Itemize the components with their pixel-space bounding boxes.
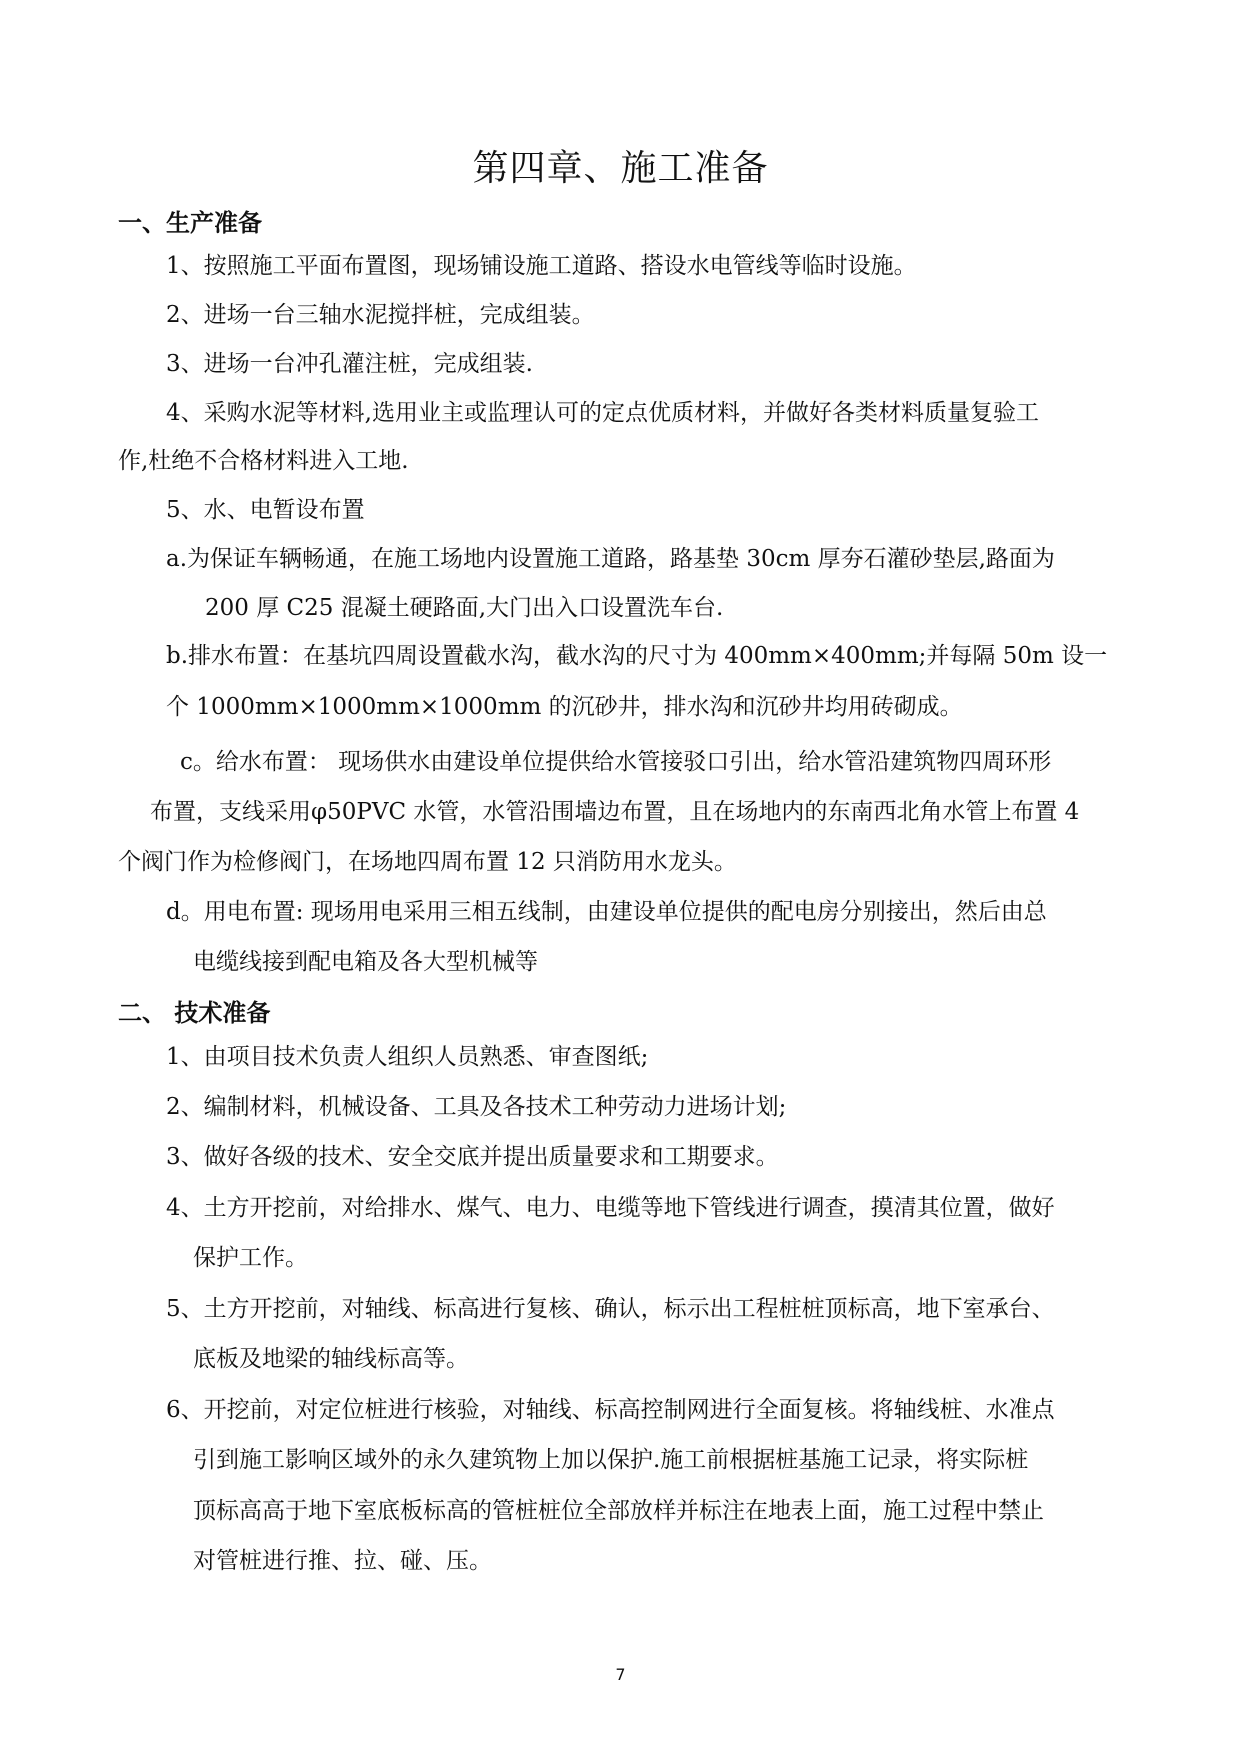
paragraph-line: 保护工作。 — [193, 1245, 308, 1271]
paragraph-line: 4、土方开挖前，对给排水、煤气、电力、电缆等地下管线进行调查，摸清其位置，做好 — [166, 1195, 1055, 1221]
paragraph-line: 个 1000mm×1000mm×1000mm 的沉砂井，排水沟和沉砂井均用砖砌成。 — [166, 694, 963, 720]
paragraph-line: 6、开挖前，对定位桩进行核验，对轴线、标高控制网进行全面复核。将轴线桩、水准点 — [166, 1397, 1055, 1423]
paragraph-line: 电缆线接到配电箱及各大型机械等 — [193, 949, 538, 975]
paragraph-line: 3、做好各级的技术、安全交底并提出质量要求和工期要求。 — [166, 1144, 779, 1170]
paragraph-line: 底板及地梁的轴线标高等。 — [193, 1346, 469, 1372]
page-number: 7 — [615, 1665, 626, 1684]
paragraph-line: 2、编制材料，机械设备、工具及各技术工种劳动力进场计划; — [166, 1094, 787, 1120]
section-heading-production: 一、生产准备 — [118, 209, 262, 237]
paragraph-line: c。给水布置： 现场供水由建设单位提供给水管接驳口引出，给水管沿建筑物四周环形 — [180, 749, 1052, 775]
paragraph-line: 对管桩进行推、拉、碰、压。 — [193, 1548, 492, 1574]
paragraph-line: 5、土方开挖前，对轴线、标高进行复核、确认，标示出工程桩桩顶标高，地下室承台、 — [166, 1296, 1055, 1322]
section-heading-technical: 二、 技术准备 — [118, 999, 271, 1027]
paragraph-line: 5、水、电暂设布置 — [166, 497, 365, 523]
paragraph-line: d。用电布置: 现场用电采用三相五线制，由建设单位提供的配电房分别接出，然后由总 — [166, 899, 1047, 925]
chapter-title: 第四章、施工准备 — [472, 148, 769, 189]
paragraph-line: 引到施工影响区域外的永久建筑物上加以保护.施工前根据桩基施工记录，将实际桩 — [193, 1447, 1029, 1473]
paragraph-line: 顶标高高于地下室底板标高的管桩桩位全部放样并标注在地表上面，施工过程中禁止 — [193, 1498, 1044, 1524]
paragraph-line: 3、进场一台冲孔灌注桩，完成组装. — [166, 351, 533, 377]
paragraph-line: 作,杜绝不合格材料进入工地. — [118, 448, 409, 474]
paragraph-line: 1、由项目技术负责人组织人员熟悉、审查图纸; — [166, 1044, 649, 1070]
paragraph-line: b.排水布置：在基坑四周设置截水沟，截水沟的尺寸为 400mm×400mm;并每隔 50m 设一 — [166, 643, 1108, 669]
paragraph-line: 2、进场一台三轴水泥搅拌桩，完成组装。 — [166, 302, 595, 328]
paragraph-line: 1、按照施工平面布置图，现场铺设施工道路、搭设水电管线等临时设施。 — [166, 253, 917, 279]
paragraph-line: 200 厚 C25 混凝土硬路面,大门出入口设置洗车台. — [205, 595, 724, 621]
paragraph-line: 个阀门作为检修阀门，在场地四周布置 12 只消防用水龙头。 — [118, 849, 737, 875]
paragraph-line: a.为保证车辆畅通，在施工场地内设置施工道路，路基垫 30cm 厚夯石灌砂垫层,路面为 — [166, 546, 1055, 572]
paragraph-line: 布置，支线采用φ50PVC 水管，水管沿围墙边布置，且在场地内的东南西北角水管上布置 4 — [150, 799, 1080, 825]
paragraph-line: 4、采购水泥等材料,选用业主或监理认可的定点优质材料，并做好各类材料质量复验工 — [166, 400, 1039, 426]
